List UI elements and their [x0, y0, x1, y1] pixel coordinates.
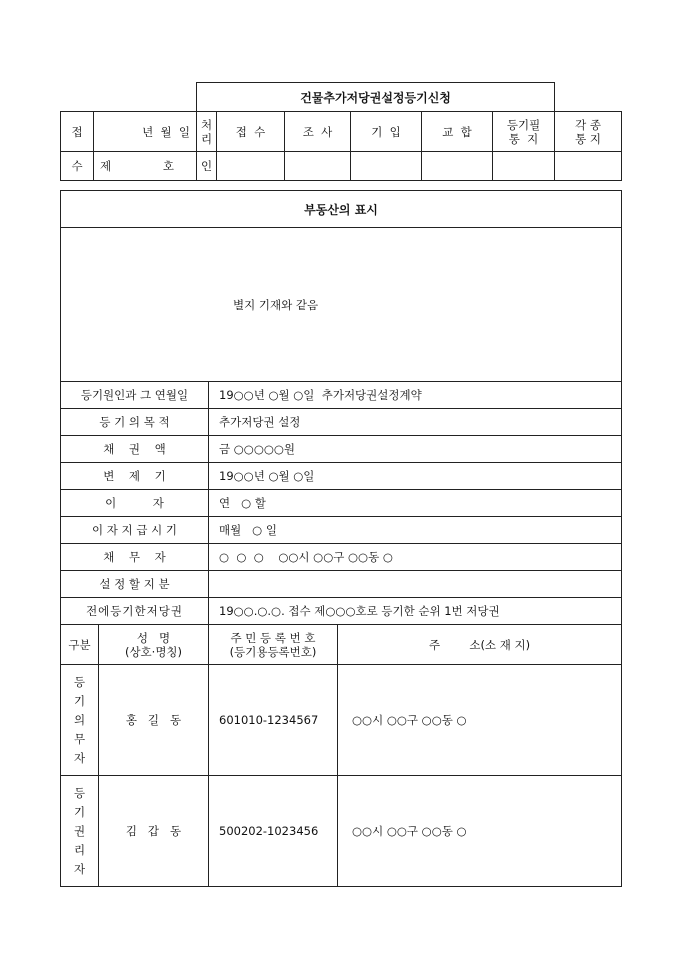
- field-row: [61, 571, 622, 598]
- col-address: 주 소(소 재 지): [338, 625, 622, 665]
- field-label: 채 무 자: [61, 544, 209, 571]
- field-row: [61, 463, 622, 490]
- reception-label-bottom: 수: [61, 152, 94, 181]
- field-row: [61, 598, 622, 625]
- field-label: 이 자 지 급 시 기: [61, 517, 209, 544]
- col-notice-done: 등기필 통 지: [493, 112, 555, 152]
- party-row: [61, 776, 622, 887]
- party-type: 등 기 권 리 자: [61, 776, 99, 887]
- field-row: [61, 409, 622, 436]
- process-label-top: 처 리: [197, 112, 217, 152]
- field-value[interactable]: 연 ○ 할: [209, 490, 622, 517]
- review-cell[interactable]: [285, 152, 351, 181]
- field-value[interactable]: ○ ○ ○ ○○시 ○○구 ○○동 ○: [209, 544, 622, 571]
- col-id: 주 민 등 록 번 호 (등기용등록번호): [209, 625, 338, 665]
- notice-each-cell[interactable]: [555, 152, 622, 181]
- col-receipt: 접 수: [217, 112, 285, 152]
- field-value[interactable]: 매월 ○ 일: [209, 517, 622, 544]
- field-label: 변 제 기: [61, 463, 209, 490]
- party-address[interactable]: ○○시 ○○구 ○○동 ○: [338, 665, 622, 776]
- processing-table: [60, 82, 622, 181]
- field-row: [61, 544, 622, 571]
- field-value[interactable]: [209, 571, 622, 598]
- col-review: 조 사: [285, 112, 351, 152]
- parties-header-row: [61, 625, 622, 665]
- party-name[interactable]: 김 갑 동: [99, 776, 209, 887]
- col-type: 구분: [61, 625, 99, 665]
- col-notice-each: 각 종 통 지: [555, 112, 622, 152]
- reception-label-top: 접: [61, 112, 94, 152]
- notice-done-cell[interactable]: [493, 152, 555, 181]
- field-label: 등 기 의 목 적: [61, 409, 209, 436]
- date-label: 년 월 일: [94, 112, 197, 152]
- process-label-bottom: 인: [197, 152, 217, 181]
- field-row: [61, 490, 622, 517]
- field-label: 채 권 액: [61, 436, 209, 463]
- party-id[interactable]: 500202-1023456: [209, 776, 338, 887]
- property-description: 별지 기재와 같음: [61, 228, 622, 382]
- field-label: 전에등기한저당권: [61, 598, 209, 625]
- receipt-cell[interactable]: [217, 152, 285, 181]
- number-label: 제 호: [94, 152, 197, 181]
- field-value[interactable]: 19○○년 ○월 ○일 추가저당권설정계약: [209, 382, 622, 409]
- entry-cell[interactable]: [351, 152, 422, 181]
- party-row: [61, 665, 622, 776]
- party-address[interactable]: ○○시 ○○구 ○○동 ○: [338, 776, 622, 887]
- col-check: 교 합: [422, 112, 493, 152]
- party-id[interactable]: 601010-1234567: [209, 665, 338, 776]
- field-value[interactable]: 19○○.○.○. 접수 제○○○호로 등기한 순위 1번 저당권: [209, 598, 622, 625]
- field-value[interactable]: 19○○년 ○월 ○일: [209, 463, 622, 490]
- field-label: 등기원인과 그 연월일: [61, 382, 209, 409]
- field-label: 이 자: [61, 490, 209, 517]
- field-row: [61, 382, 622, 409]
- party-type: 등 기 의 무 자: [61, 665, 99, 776]
- col-entry: 기 입: [351, 112, 422, 152]
- field-row: [61, 436, 622, 463]
- field-label: 설 정 할 지 분: [61, 571, 209, 598]
- application-table: [60, 190, 622, 887]
- party-name[interactable]: 홍 길 동: [99, 665, 209, 776]
- check-cell[interactable]: [422, 152, 493, 181]
- field-value[interactable]: 추가저당권 설정: [209, 409, 622, 436]
- property-section-title: 부동산의 표시: [61, 191, 622, 228]
- field-value[interactable]: 금 ○○○○○원: [209, 436, 622, 463]
- col-name: 성 명 (상호·명칭): [99, 625, 209, 665]
- form-title: 건물추가저당권설정등기신청: [197, 83, 555, 112]
- field-row: [61, 517, 622, 544]
